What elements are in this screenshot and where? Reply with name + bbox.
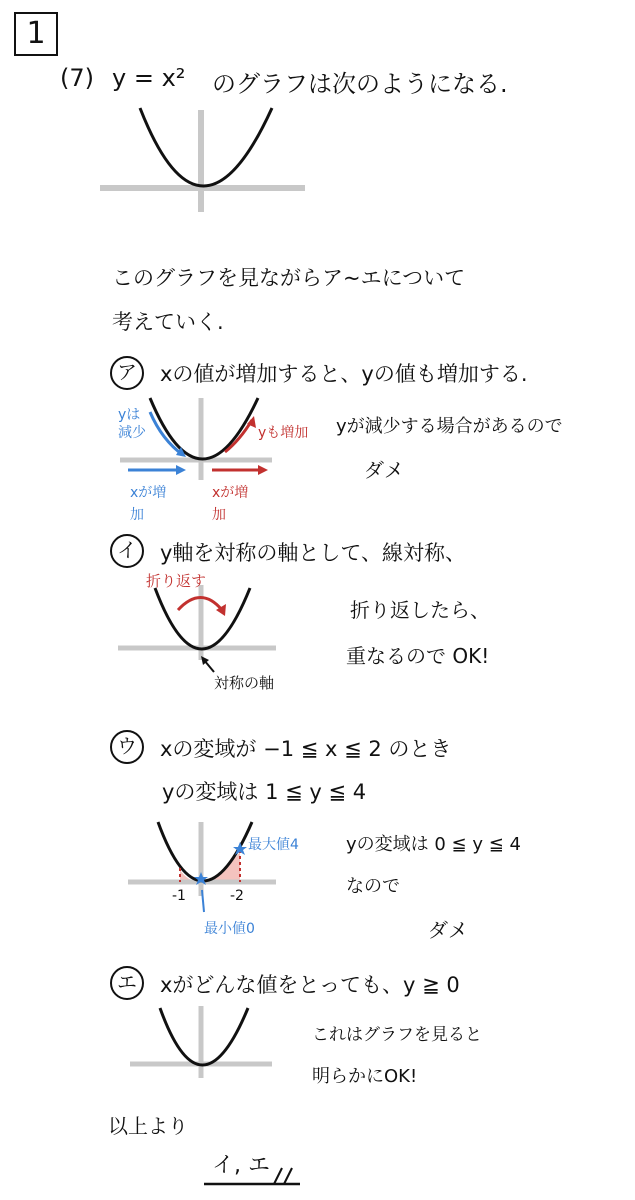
intro-equation: y = x² xyxy=(112,64,186,92)
conclusion-lead: 以上より xyxy=(108,1114,188,1138)
tick-left: -1 xyxy=(172,888,186,904)
comment-e-line-1: これはグラフを見ると xyxy=(312,1025,482,1045)
lead-line-2: 考えていく. xyxy=(112,310,224,334)
note-x-increase-right: xが増加 xyxy=(212,485,249,523)
marker-i: イ xyxy=(110,534,144,568)
note-y-increase: yも増加 xyxy=(258,425,309,441)
marker-e: エ xyxy=(110,966,144,1000)
note-max: 最大値4 xyxy=(248,837,299,853)
answer-underline-line-2 xyxy=(274,1168,282,1184)
intro-label: (7) xyxy=(60,64,94,92)
note-fold: 折り返す xyxy=(146,572,207,590)
comment-i-line-2: 重なるので OK! xyxy=(346,644,490,668)
comment-e-line-2: 明らかにOK! xyxy=(312,1066,418,1087)
problem-number: 1 xyxy=(14,12,58,56)
marker-a: ア xyxy=(110,356,144,390)
statement-a: xの値が増加すると、yの値も増加する. xyxy=(160,362,528,386)
answer-underline-line-3 xyxy=(284,1168,292,1184)
tick-right: -2 xyxy=(230,888,244,904)
marker-u: ウ xyxy=(110,730,144,764)
note-min: 最小値0 xyxy=(204,921,255,937)
intro-text: のグラフは次のようになる. xyxy=(212,70,508,98)
comment-a-line-2: ダメ xyxy=(364,458,404,482)
lead-line-1: このグラフを見ながらア~エについて xyxy=(112,266,466,290)
note-y-decrease: yは減少 xyxy=(118,407,146,441)
conclusion-answer: イ, エ xyxy=(212,1153,270,1178)
comment-i-line-1: 折り返したら、 xyxy=(350,598,490,622)
statement-u-line-2: yの変域は 1 ≦ y ≦ 4 xyxy=(162,780,367,804)
comment-u-line-2: なので xyxy=(346,876,400,897)
statement-i: y軸を対称の軸として、線対称、 xyxy=(160,541,467,565)
note-x-increase-left: xが増加 xyxy=(130,485,167,523)
statement-e: xがどんな値をとっても、y ≧ 0 xyxy=(160,973,460,997)
comment-a-line-1: yが減少する場合があるので xyxy=(336,416,563,437)
comment-u-line-1: yの変域は 0 ≦ y ≦ 4 xyxy=(346,834,521,855)
comment-u-line-3: ダメ xyxy=(428,918,468,942)
statement-u-line-1: xの変域が −1 ≦ x ≦ 2 のとき xyxy=(160,737,452,761)
note-axis: 対称の軸 xyxy=(214,674,275,692)
